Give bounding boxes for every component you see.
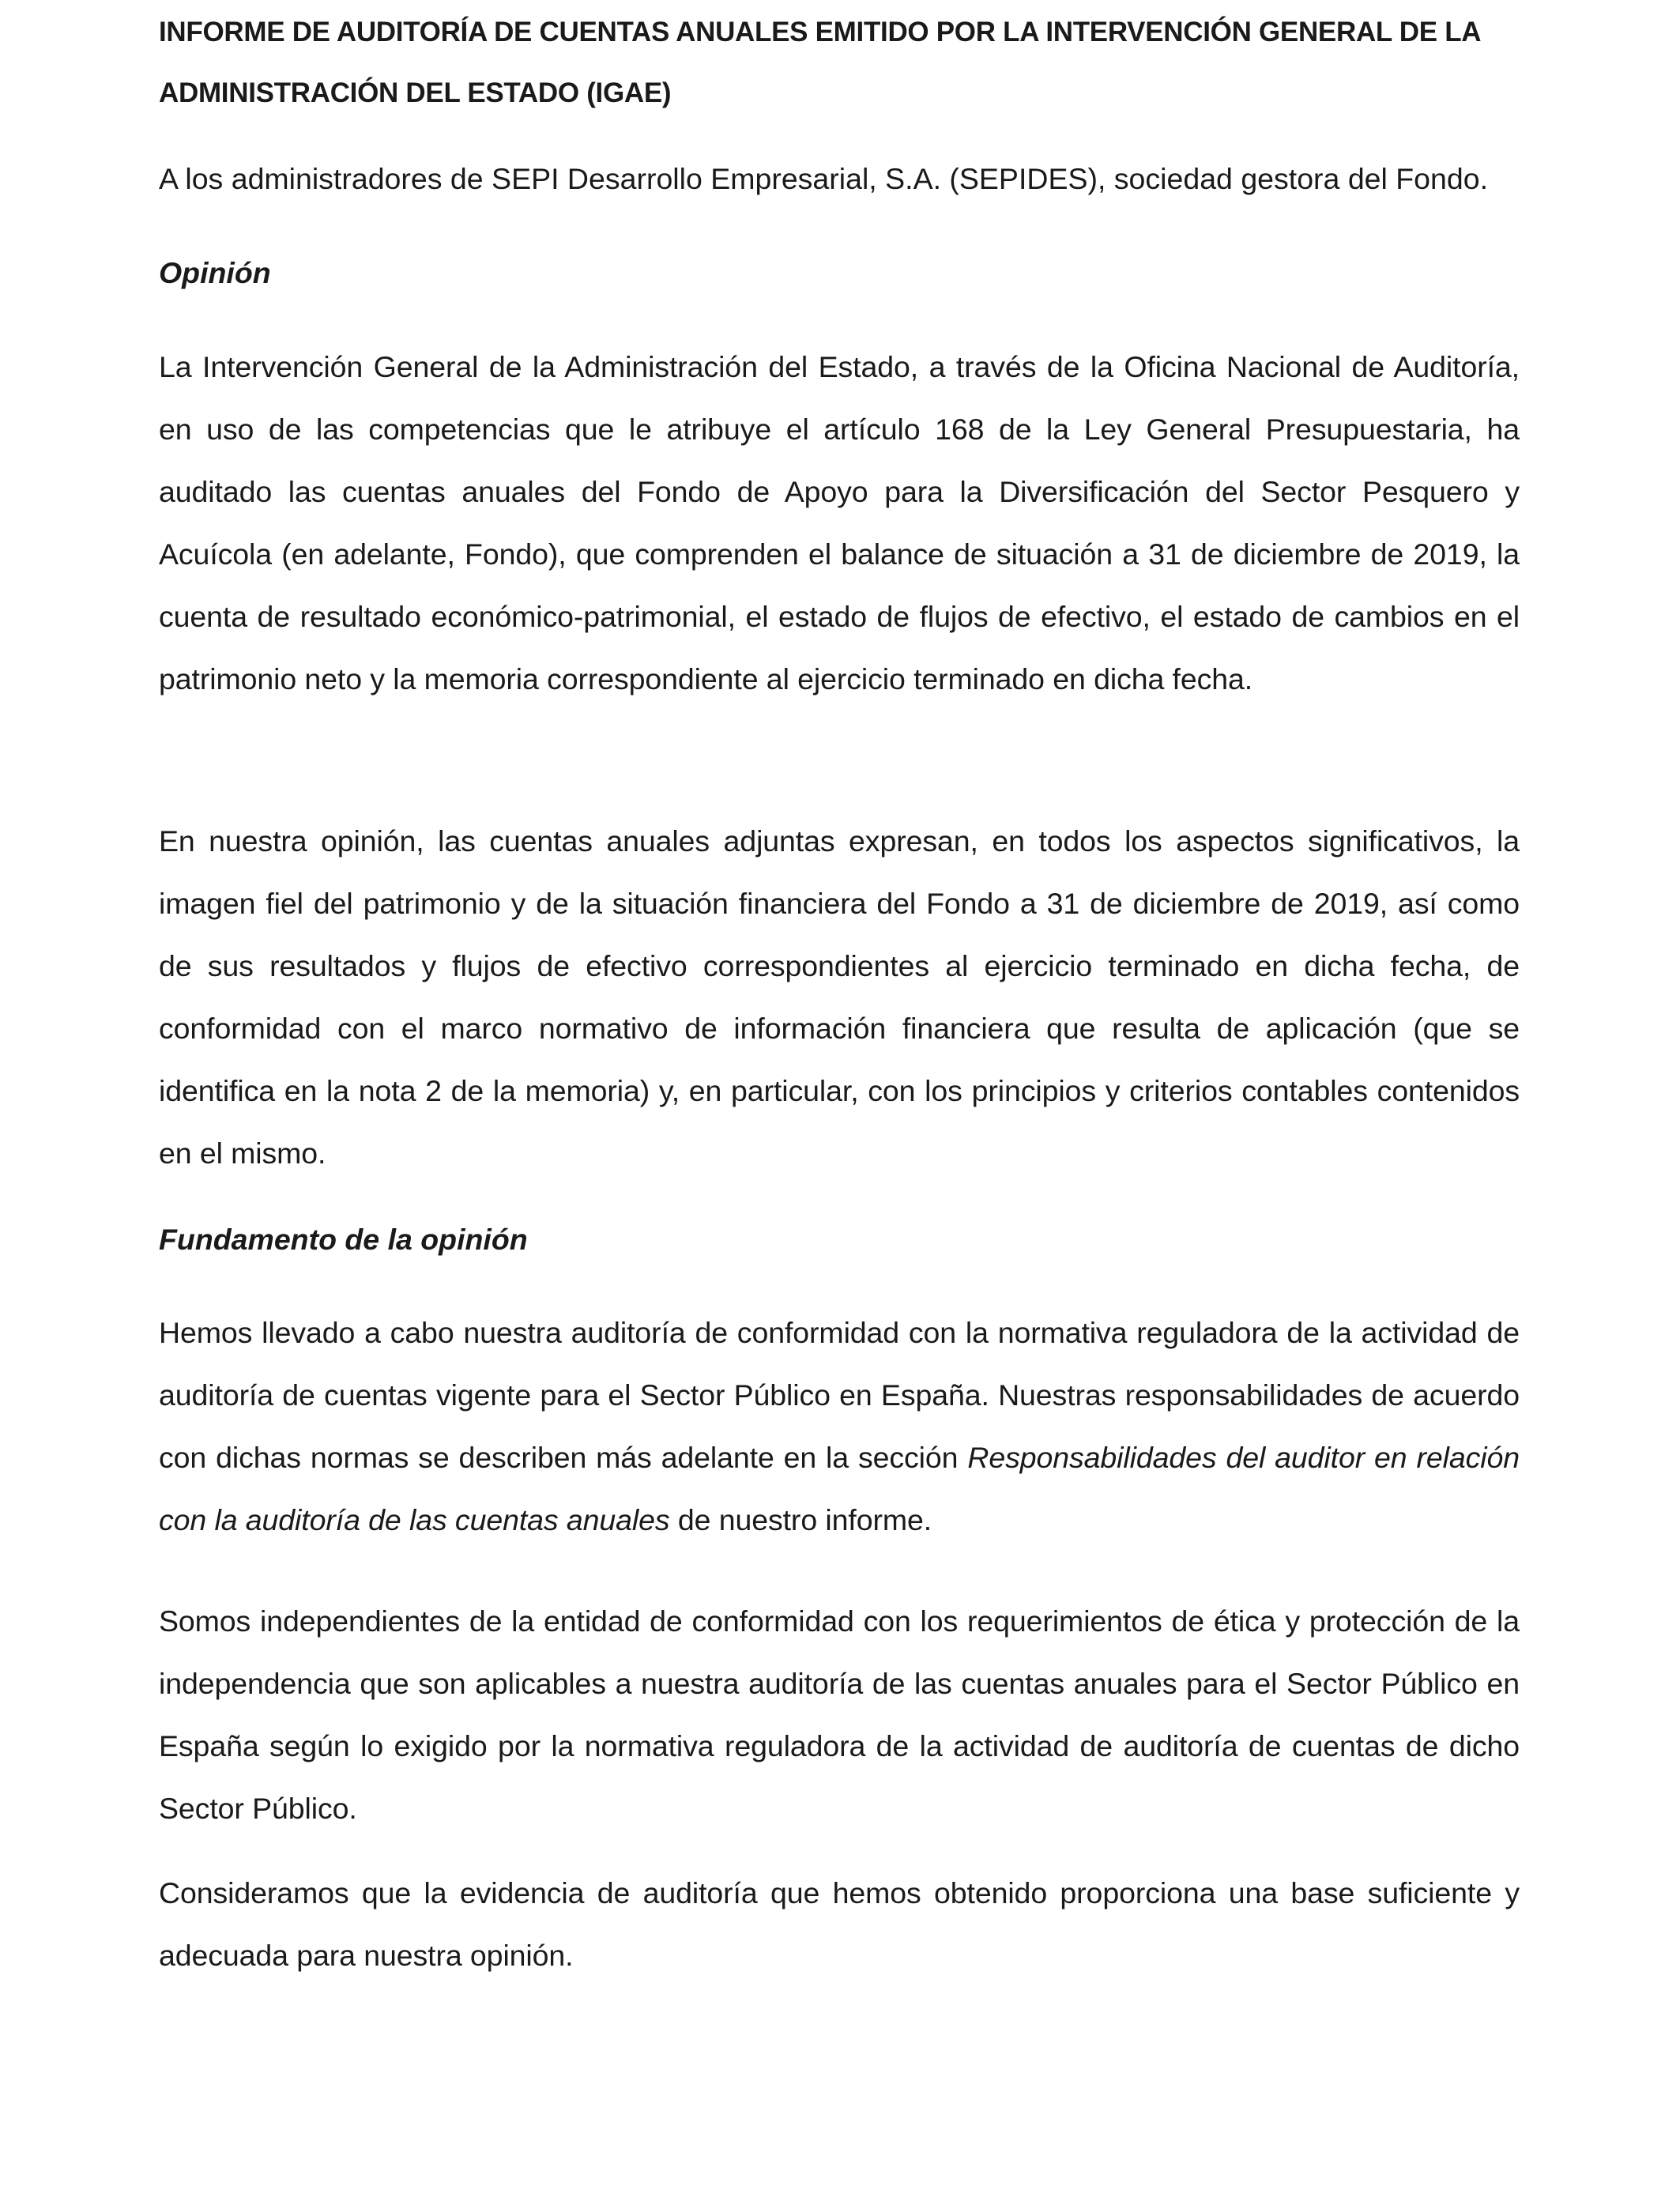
report-addressee: A los administradores de SEPI Desarrollo Empresarial, S.A. (SEPIDES), sociedad gestora del Fondo. — [159, 162, 1489, 195]
basis-paragraph-1 — [159, 1302, 1520, 1551]
basis-paragraph-2: Somos independientes de la entidad de conformidad con los requerimientos de ética y protección de la independencia que son aplicables a nuestra auditoría de las cuentas anuales para el Sector Público en España según lo exigido por la normativa reguladora de la actividad de auditoría de cuentas de dicho Sector Público. — [159, 1604, 1520, 1825]
responsibilities-section-reference: Responsabilidades del auditor en relación con la auditoría de las cuentas anuales — [159, 1441, 1520, 1536]
basis-paragraph-1-start: Hemos llevado a cabo nuestra auditoría de conformidad con la normativa reguladora de la actividad de auditoría de cuentas vigente para el Sector Público en España. Nuestras responsabilidades de acuerdo con dichas normas se describen más adelante en la sección — [159, 1316, 1520, 1474]
basis-paragraph-3: Consideramos que la evidencia de auditoría que hemos obtenido proporciona una base suficiente y adecuada para nuestra opinión. — [159, 1876, 1520, 1972]
basis-heading: Fundamento de la opinión — [159, 1223, 528, 1256]
opinion-paragraph-2: En nuestra opinión, las cuentas anuales adjuntas expresan, en todos los aspectos significativos, la imagen fiel del patrimonio y de la situación financiera del Fondo a 31 de diciembre de 2019, así como de sus resultados y flujos de efectivo correspondientes al ejercicio terminado en dicha fecha, de conformidad con el marco normativo de información financiera que resulta de aplicación (que se identifica en la nota 2 de la memoria) y, en particular, con los principios y criterios contables contenidos en el mismo. — [159, 824, 1520, 1170]
opinion-heading: Opinión — [159, 256, 271, 289]
report-title: INFORME DE AUDITORÍA DE CUENTAS ANUALES EMITIDO POR LA INTERVENCIÓN GENERAL DE LA ADMINISTRACIÓN DEL ESTADO (IGAE) — [159, 17, 1480, 108]
opinion-paragraph-1: La Intervención General de la Administración del Estado, a través de la Oficina Nacional de Auditoría, en uso de las competencias que le atribuye el artículo 168 de la Ley General Presupuestaria, ha auditado las cuentas anuales del Fondo de Apoyo para la Diversificación del Sector Pesquero y Acuícola (en adelante, Fondo), que comprenden el balance de situación a 31 de diciembre de 2019, la cuenta de resultado económico-patrimonial, el estado de flujos de efectivo, el estado de cambios en el patrimonio neto y la memoria correspondiente al ejercicio terminado en dicha fecha. — [159, 350, 1520, 696]
basis-paragraph-1-end: de nuestro informe. — [669, 1503, 932, 1536]
